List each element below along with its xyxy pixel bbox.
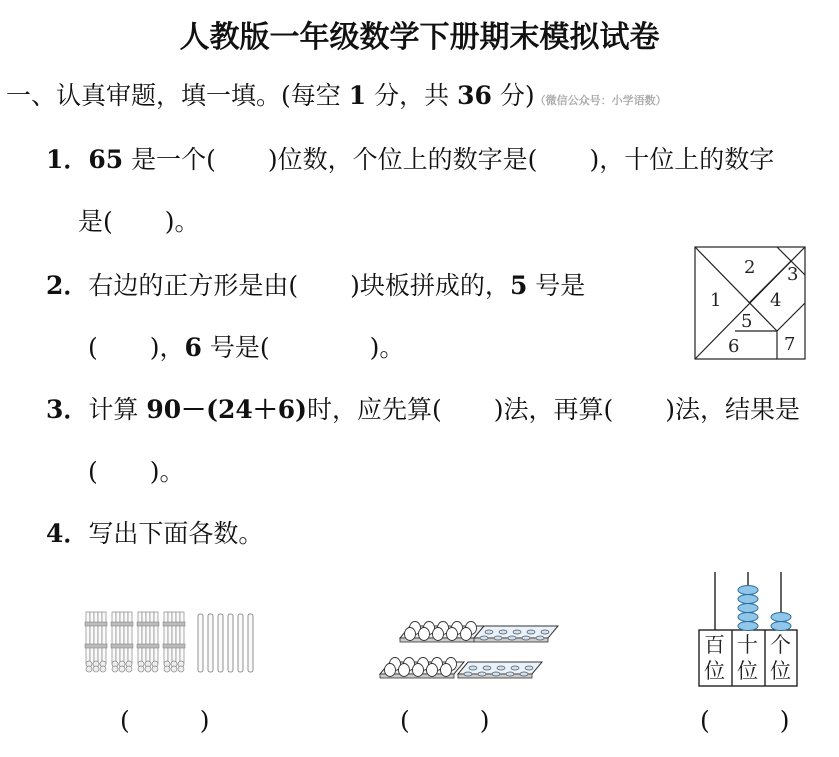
stick-bundle (137, 612, 159, 672)
question-number: 2． (46, 271, 89, 300)
question-text: 时，应先算( (307, 395, 442, 424)
question-text: )，十位上的数字 (589, 145, 775, 174)
single-stick (218, 614, 223, 672)
score-total: 36 (457, 81, 492, 110)
answer-parentheses (120, 706, 210, 735)
tangram-label: 3 (787, 264, 799, 285)
watermark: （微信公众号：小学语数） (534, 94, 667, 107)
question-text: )。 (164, 207, 200, 236)
single-stick (228, 614, 233, 672)
tangram-label: 7 (784, 334, 796, 355)
question-text: 是( (78, 207, 113, 236)
question-text: )块板拼成的， (350, 271, 510, 300)
question-1 (46, 140, 774, 176)
single-stick (198, 614, 203, 672)
tangram-label: 5 (741, 311, 753, 332)
tangram-label: 2 (744, 257, 756, 278)
egg-tray (474, 626, 558, 642)
question-text: )。 (149, 457, 185, 486)
stick-bundle (111, 612, 133, 672)
question-2-continued (88, 328, 404, 364)
expression: 90－(24＋6) (146, 395, 308, 424)
abacus-label-tens: 位 (737, 659, 758, 683)
stick-bundle (85, 612, 107, 672)
abacus-bead (738, 604, 758, 613)
question-text: )。 (369, 333, 405, 362)
abacus-bead (738, 586, 758, 595)
question-text: )， (149, 333, 185, 362)
stick-bundle (163, 612, 185, 672)
answer-parentheses (400, 706, 490, 735)
single-stick (238, 614, 243, 672)
abacus-bead (738, 595, 758, 604)
abacus-diagram (696, 570, 800, 688)
egg-tray (380, 658, 464, 679)
single-stick (208, 614, 213, 672)
tangram-square-diagram (694, 246, 806, 360)
paren-close: ) (779, 706, 790, 735)
score-text: 分) (499, 81, 535, 110)
egg-trays-picture (378, 608, 562, 682)
score-per-blank: 1 (348, 81, 367, 110)
tangram-label: 1 (710, 290, 722, 311)
question-text: )法，再算( (493, 395, 614, 424)
score-text: 分，共 (374, 81, 450, 110)
question-1-continued (78, 202, 200, 238)
abacus-label-tens: 十 (737, 633, 758, 657)
egg-tray (400, 622, 484, 643)
page-title: 人教版一年级数学下册期末模拟试卷 (179, 20, 660, 55)
question-value: 65 (88, 145, 124, 174)
question-text: 写出下面各数。 (88, 519, 264, 548)
question-text: )法，结果是 (665, 395, 801, 424)
question-4 (46, 514, 263, 550)
question-2 (46, 266, 585, 302)
question-text: 计算 (88, 395, 139, 424)
paren-close: ) (479, 706, 490, 735)
abacus-bead (738, 622, 758, 631)
question-text: 右边的正方形是由( (88, 271, 299, 300)
abacus-label-hundreds: 百 (704, 633, 725, 657)
egg-tray (458, 662, 542, 678)
paren-open: ( (120, 706, 130, 735)
question-value: 6 (184, 333, 202, 362)
abacus-label-ones: 位 (770, 659, 791, 683)
answer-parentheses (700, 706, 790, 735)
score-text: (每空 (281, 81, 341, 110)
question-text: ( (88, 457, 98, 486)
section-heading (6, 76, 667, 112)
paren-open: ( (400, 706, 410, 735)
question-number: 1． (46, 145, 89, 174)
single-stick (248, 614, 253, 672)
paren-close: ) (199, 706, 210, 735)
abacus-bead (738, 613, 758, 622)
abacus-bead (771, 613, 791, 622)
paren-open: ( (700, 706, 710, 735)
abacus-label-hundreds: 位 (704, 659, 725, 683)
abacus-bead (771, 622, 791, 631)
question-text: 号是( (209, 333, 270, 362)
question-value: 5 (509, 271, 528, 300)
question-text: )位数，个位上的数字是( (267, 145, 538, 174)
tangram-label: 4 (770, 290, 782, 311)
section-label: 一、认真审题，填一填。 (6, 81, 282, 110)
abacus-label-ones: 个 (770, 633, 791, 657)
question-text: 是一个( (131, 145, 216, 174)
question-number: 3． (46, 395, 89, 424)
question-text: ( (88, 333, 98, 362)
question-number: 4． (46, 519, 89, 548)
stick-bundles-picture (82, 608, 262, 678)
question-text: 号是 (535, 271, 586, 300)
question-3-continued (88, 452, 185, 488)
tangram-label: 6 (728, 336, 740, 357)
question-3 (46, 390, 800, 426)
